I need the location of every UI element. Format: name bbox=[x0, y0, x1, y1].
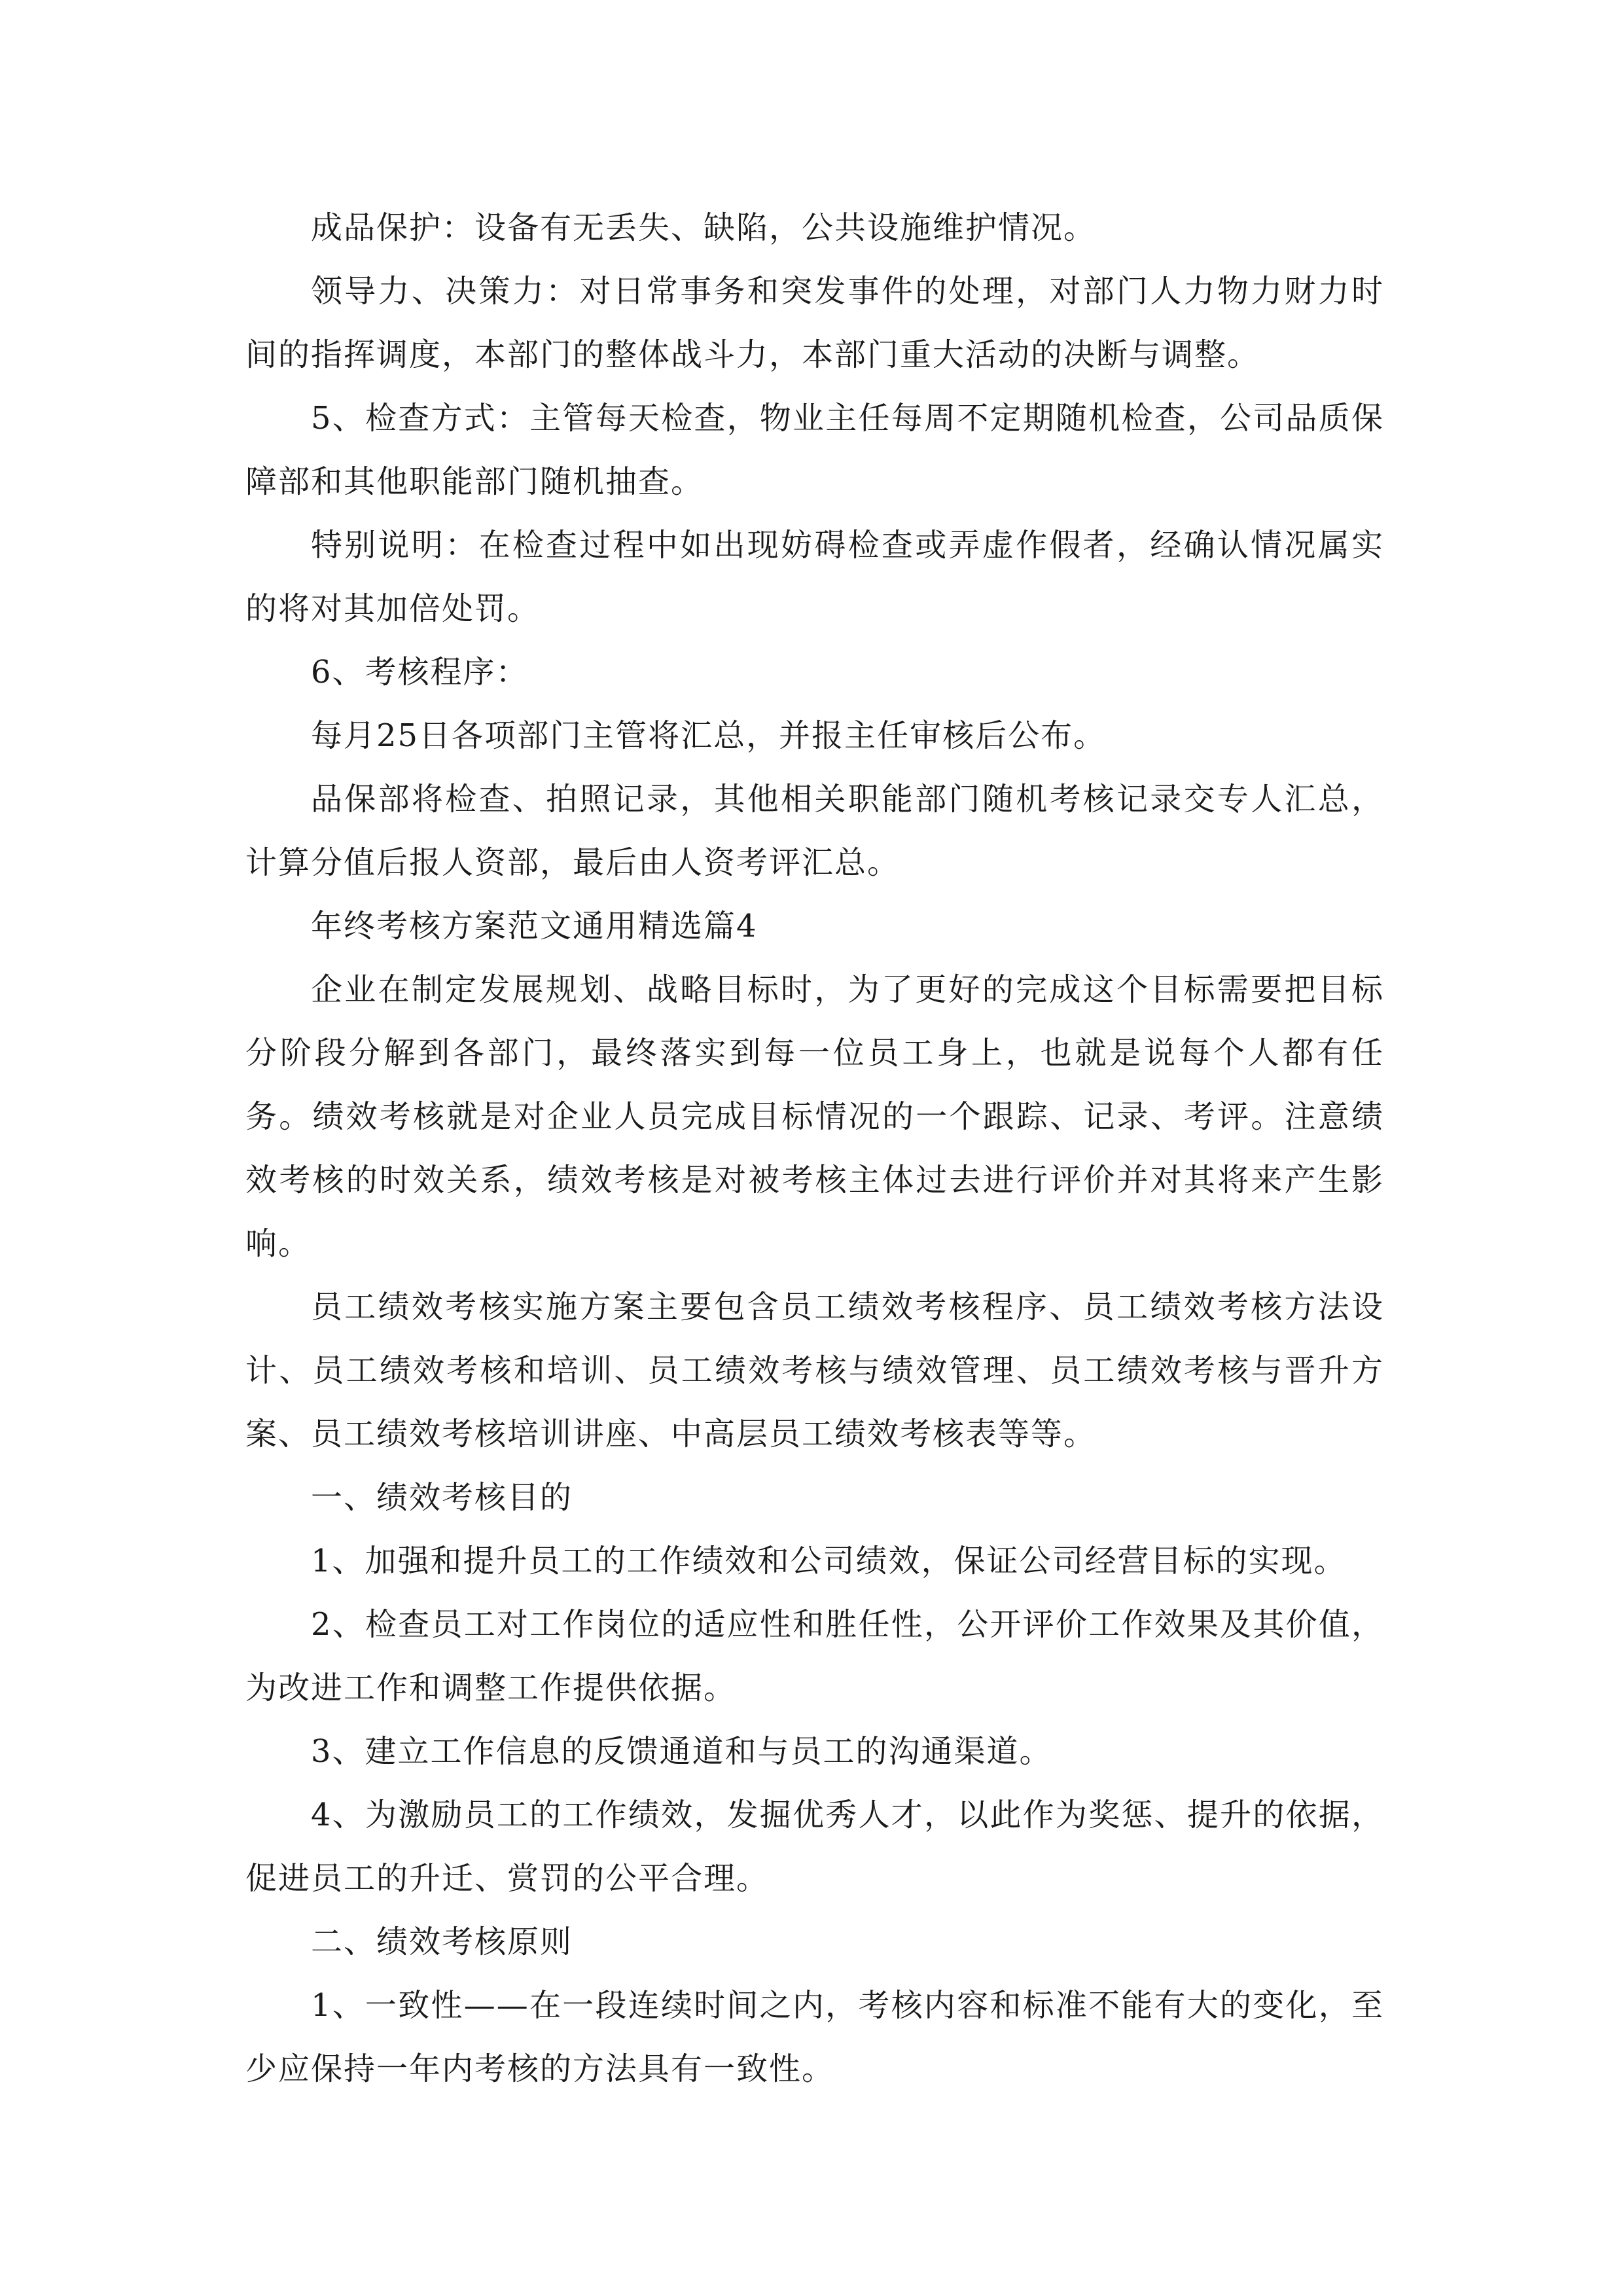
paragraph: 企业在制定发展规划、战略目标时，为了更好的完成这个目标需要把目标分阶段分解到各部门，最终落实到每一位员工身上，也就是说每个人都有任务。绩效考核就是对企业人员完成目标情况的一个跟踪、记录、考评。注意绩效考核的时效关系，绩效考核是对被考核主体过去进行评价并对其将来产生影响。 bbox=[245, 971, 1384, 1262]
paragraph: 领导力、决策力：对日常事务和突发事件的处理，对部门人力物力财力时间的指挥调度，本部门的整体战斗力，本部门重大活动的决断与调整。 bbox=[245, 273, 1384, 373]
paragraph: 2、检查员工对工作岗位的适应性和胜任性，公开评价工作效果及其价值，为改进工作和调整工作提供依据。 bbox=[245, 1606, 1384, 1706]
paragraph: 5、检查方式：主管每天检查，物业主任每周不定期随机检查，公司品质保障部和其他职能部门随机抽查。 bbox=[245, 400, 1384, 500]
paragraph: 每月25日各项部门主管将汇总，并报主任审核后公布。 bbox=[311, 717, 1107, 754]
paragraph: 6、考核程序： bbox=[311, 654, 529, 691]
paragraph: 1、加强和提升员工的工作绩效和公司绩效，保证公司经营目标的实现。 bbox=[311, 1543, 1347, 1579]
document-body bbox=[245, 196, 1384, 2101]
paragraph: 员工绩效考核实施方案主要包含员工绩效考核程序、员工绩效考核方法设计、员工绩效考核和培训、员工绩效考核与绩效管理、员工绩效考核与晋升方案、员工绩效考核培训讲座、中高层员工绩效考核表等等。 bbox=[245, 1289, 1384, 1452]
paragraph: 品保部将检查、拍照记录，其他相关职能部门随机考核记录交专人汇总，计算分值后报人资部，最后由人资考评汇总。 bbox=[245, 781, 1384, 881]
paragraph: 成品保护：设备有无丢失、缺陷，公共设施维护情况。 bbox=[311, 209, 1097, 246]
paragraph: 3、建立工作信息的反馈通道和与员工的沟通渠道。 bbox=[311, 1733, 1052, 1770]
paragraph: 1、一致性——在一段连续时间之内，考核内容和标准不能有大的变化，至少应保持一年内考核的方法具有一致性。 bbox=[245, 1987, 1384, 2087]
section-heading: 一、绩效考核目的 bbox=[311, 1479, 573, 1516]
section-heading: 二、绩效考核原则 bbox=[311, 1924, 573, 1960]
section-title: 年终考核方案范文通用精选篇4 bbox=[311, 908, 758, 944]
paragraph: 特别说明：在检查过程中如出现妨碍检查或弄虚作假者，经确认情况属实的将对其加倍处罚。 bbox=[245, 527, 1384, 627]
paragraph: 4、为激励员工的工作绩效，发掘优秀人才，以此作为奖惩、提升的依据，促进员工的升迁、赏罚的公平合理。 bbox=[245, 1797, 1384, 1897]
